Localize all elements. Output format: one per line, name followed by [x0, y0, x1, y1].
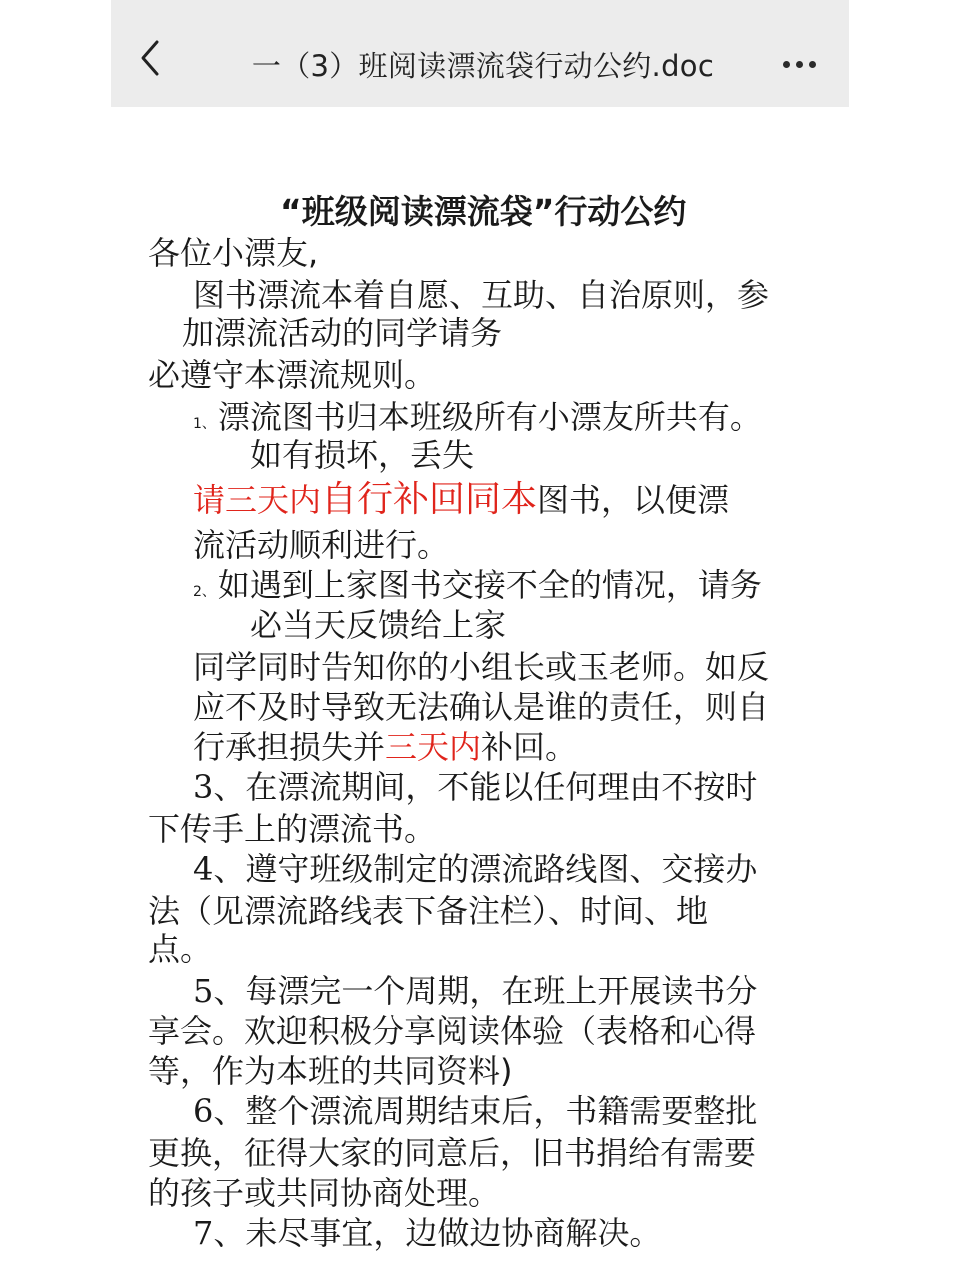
rule-5-line: 等，作为本班的共同资料)	[148, 1052, 513, 1090]
rule-1-line: 请三天内自行补回同本图书，以便漂	[193, 479, 730, 520]
rule-4-line: 4、遵守班级制定的漂流路线图、交接办	[193, 850, 758, 888]
rule-1-line: 流活动顺利进行。	[193, 526, 450, 564]
rule-7-number: 7	[193, 1214, 214, 1252]
rule-5-number: 5	[193, 972, 214, 1010]
rule-1-line: 如有损坏，丢失	[250, 436, 475, 474]
rule-2-line: 同学同时告知你的小组长或玉老师。如反	[193, 648, 770, 686]
rule-2-line: 行承担损失并三天内补回。	[193, 728, 578, 766]
top-navigation-bar	[111, 0, 849, 107]
rule-6-line: 6、整个漂流周期结束后，书籍需要整批	[193, 1092, 758, 1130]
back-button[interactable]	[135, 38, 165, 78]
chevron-left-icon	[135, 38, 165, 78]
rule-7-line: 7、未尽事宜，边做边协商解决。	[193, 1214, 662, 1252]
greeting: 各位小漂友,	[148, 234, 319, 272]
rule-4-line: 法（见漂流路线表下备注栏）、时间、地	[148, 892, 709, 930]
rule-2-line: 应不及时导致无法确认是谁的责任，则自	[193, 688, 770, 726]
intro-line: 图书漂流本着自愿、互助、自治原则，参	[193, 276, 770, 314]
rule-1-highlight: 自行补回同本	[321, 479, 538, 520]
rule-5-line: 享会。欢迎积极分享阅读体验（表格和心得	[148, 1012, 757, 1050]
rule-4-line: 点。	[148, 930, 213, 968]
rule-2-line: 必当天反馈给上家	[250, 606, 507, 644]
rule-3-line: 下传手上的漂流书。	[148, 810, 437, 848]
rule-1-highlight: 请三天内	[193, 481, 322, 519]
more-dots-icon	[783, 61, 790, 68]
document-title: 一（3）班阅读漂流袋行动公约.doc	[251, 49, 715, 83]
intro-line: 必遵守本漂流规则。	[148, 356, 437, 394]
rule-5-line: 5、每漂完一个周期，在班上开展读书分	[193, 972, 758, 1010]
rule-2-line: 2、如遇到上家图书交接不全的情况，请务	[193, 566, 762, 604]
rule-6-number: 6	[193, 1092, 214, 1130]
document-content	[0, 107, 960, 1280]
rule-1-line: 1、漂流图书归本班级所有小漂友所共有。	[193, 398, 762, 436]
more-options-button[interactable]	[779, 52, 819, 80]
rule-3-line: 3、在漂流期间，不能以任何理由不按时	[193, 768, 758, 806]
rule-6-line: 的孩子或共同协商处理。	[148, 1174, 501, 1212]
intro-line: 加漂流活动的同学请务	[182, 314, 503, 352]
rule-1-number: 1、	[193, 416, 216, 432]
rule-2-highlight: 三天内	[385, 728, 482, 766]
rule-4-number: 4	[193, 850, 214, 888]
document-heading: “班级阅读漂流袋”行动公约	[280, 192, 687, 231]
rule-6-line: 更换，征得大家的同意后，旧书捐给有需要	[148, 1134, 757, 1172]
rule-2-number: 2、	[193, 584, 216, 600]
rule-3-number: 3	[193, 768, 214, 806]
